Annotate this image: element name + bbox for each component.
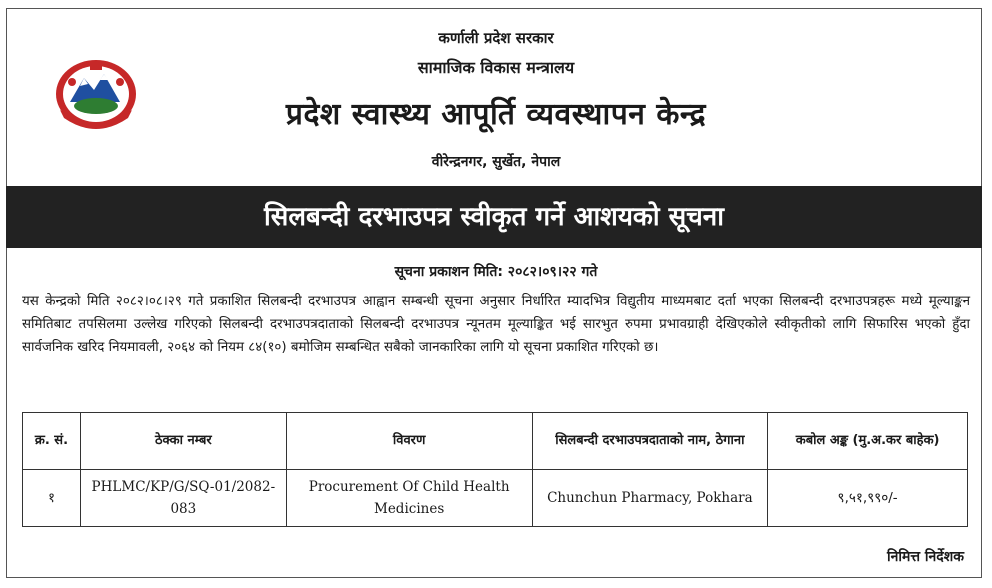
cell-amount: ९,५१,९९०/- <box>768 470 968 527</box>
notice-title: सिलबन्दी दरभाउपत्र स्वीकृत गर्ने आशयको सूचना <box>6 186 982 248</box>
publish-date: सूचना प्रकाशन मिति: २०८२।०९।२२ गते <box>394 264 598 280</box>
notice-body: यस केन्द्रको मिति २०८२।०८।२९ गते प्रकाशित सिलबन्दी दरभाउपत्र आह्वान सम्बन्धी सूचना अनुसार निर्धारित म्यादभित्र विद्युतीय माध्यमबाट दर्ता भएका सिलबन्दी दरभाउपत्रहरू मध्ये मूल्याङ्कन समितिबाट तपसिलमा उल्लेख गरिएको सिलबन्दी दरभाउपत्रदाताको सिलबन्दी दरभाउपत्र न्यूनतम मूल्याङ्कित भई सारभुत रुपमा प्रभावग्राही देखिएकोले स्वीकृतीको लागि सिफारिस भएको हुँदा सार्वजनिक खरिद नियमावली, २०६४ को नियम ८४(१०) बमोजिम सम्बन्धित सबैको जानकारिका लागि यो सूचना प्रकाशित गरिएको छ। <box>22 294 970 355</box>
signatory-title: निमित्त निर्देशक <box>886 549 964 565</box>
government-name: कर्णाली प्रदेश सरकार <box>438 29 554 47</box>
col-header-amount: कबोल अङ्क (मु.अ.कर बाहेक) <box>768 413 968 470</box>
col-header-description: विवरण <box>286 413 532 470</box>
col-header-bidder: सिलबन्दी दरभाउपत्रदाताको नाम, ठेगाना <box>532 413 768 470</box>
office-address: वीरेन्द्रनगर, सुर्खेत, नेपाल <box>431 154 561 170</box>
col-header-contract-no: ठेक्का नम्बर <box>80 413 286 470</box>
table-header-row <box>23 413 968 470</box>
office-name: प्रदेश स्वास्थ्य आपूर्ति व्यवस्थापन केन्द्र <box>285 97 707 132</box>
cell-sn: १ <box>23 470 81 527</box>
col-header-sn: क्र. सं. <box>23 413 81 470</box>
cell-bidder: Chunchun Pharmacy, Pokhara <box>532 470 768 527</box>
table-row <box>23 470 968 527</box>
ministry-name: सामाजिक विकास मन्त्रालय <box>417 58 575 77</box>
cell-description: Procurement Of Child Health Medicines <box>286 470 532 527</box>
bid-table <box>22 412 968 527</box>
cell-contract-no: PHLMC/KP/G/SQ-01/2082-083 <box>80 470 286 527</box>
